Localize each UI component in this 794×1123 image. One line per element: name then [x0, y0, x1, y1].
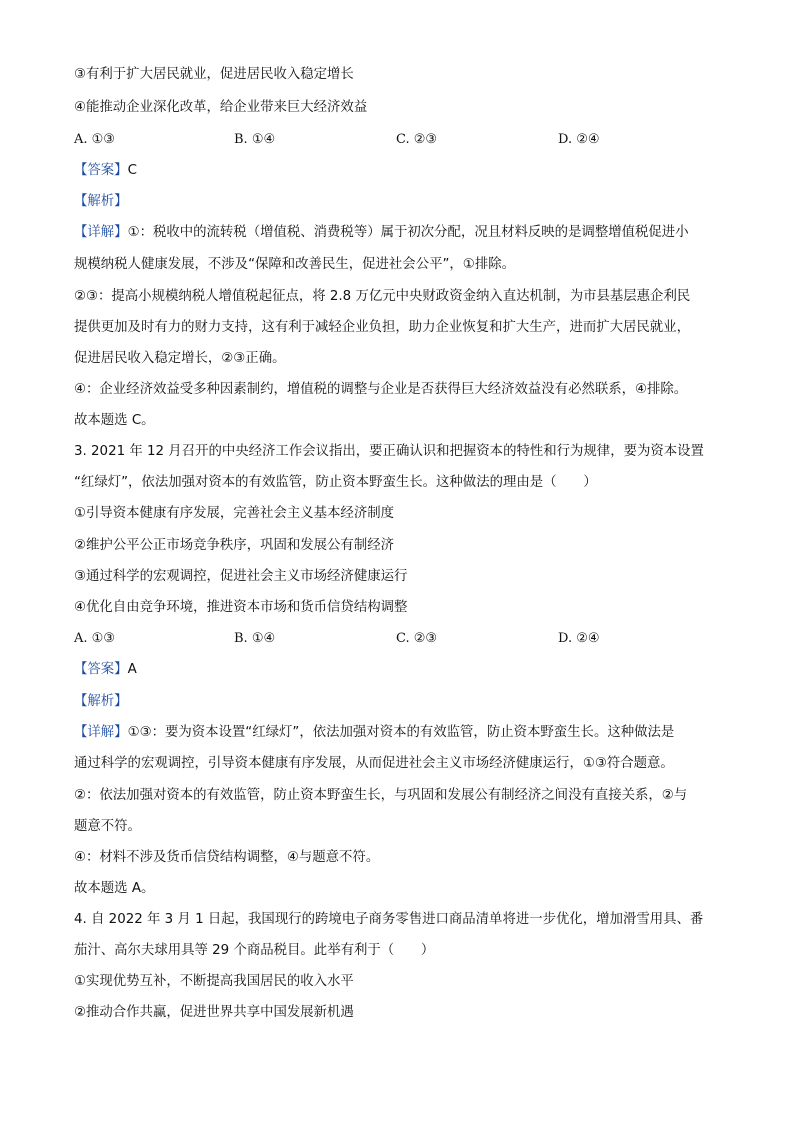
q2-detail-line-5: 促进居民收入稳定增长，②③正确。	[74, 351, 286, 366]
q2-detail-line-7: 故本题选 C。	[74, 413, 155, 428]
q2-answer-value: C	[127, 163, 137, 178]
q3-stem-line-2: “红绿灯”，依法加强对资本的有效监管，防止资本野蛮生长。这种做法的理由是（ ）	[74, 475, 597, 490]
q3-choice-d: D. ②④	[558, 631, 600, 646]
q3-detail-label: 【详解】	[74, 725, 128, 740]
q4-stem-line-1: 4. 自 2022 年 3 月 1 日起，我国现行的跨境电子商务零售进口商品清单将进一步优化，增加滑雪用具、番	[74, 912, 704, 927]
q3-detail-line-1: 【详解】①③：要为资本设置“红绿灯”，依法加强对资本的有效监管，防止资本野蛮生长。这种做法是	[74, 725, 675, 740]
q2-choice-b: B. ①④	[234, 132, 276, 147]
q2-detail-line-4: 提供更加及时有力的财力支持，这有利于减轻企业负担，助力企业恢复和扩大生产，进而扩大居民就业，	[74, 320, 690, 335]
q2-option-4: ④能推动企业深化改革，给企业带来巨大经济效益	[74, 100, 368, 115]
q3-detail-line-5: ④：材料不涉及货币信贷结构调整，④与题意不符。	[74, 850, 380, 865]
q3-option-1: ①引导资本健康有序发展，完善社会主义基本经济制度	[74, 506, 394, 521]
q2-choice-c: C. ②③	[396, 132, 438, 147]
q3-choice-a: A. ①③	[74, 631, 115, 646]
q3-detail-line-2: 通过科学的宏观调控，引导资本健康有序发展，从而促进社会主义市场经济健康运行，①③符合题意。	[74, 756, 674, 771]
q3-answer-value: A	[127, 662, 137, 677]
q2-answer-label: 【答案】	[74, 163, 128, 178]
q4-option-2: ②推动合作共赢，促进世界共享中国发展新机遇	[74, 1005, 354, 1020]
q3-option-4: ④优化自由竞争环境，推进资本市场和货币信贷结构调整	[74, 600, 408, 615]
q3-option-3: ③通过科学的宏观调控，促进社会主义市场经济健康运行	[74, 569, 408, 584]
q2-detail-line-2: 规模纳税人健康发展，不涉及“保障和改善民生，促进社会公平”，①排除。	[74, 257, 515, 272]
q2-detail-line-6: ④：企业经济效益受多种因素制约，增值税的调整与企业是否获得巨大经济效益没有必然联系，④排除。	[74, 382, 688, 397]
q4-stem-line-2: 茄汁、高尔夫球用具等 29 个商品税目。此举有利于（ ）	[74, 943, 435, 958]
q2-detail-line-1: 【详解】①：税收中的流转税（增值税、消费税等）属于初次分配，况且材料反映的是调整增值税促进小	[74, 225, 689, 240]
q2-choice-a: A. ①③	[74, 132, 115, 147]
q2-choices	[74, 131, 714, 149]
q2-detail-label: 【详解】	[74, 225, 128, 240]
q3-detail-line-3: ②：依法加强对资本的有效监管，防止资本野蛮生长，与巩固和发展公有制经济之间没有直接关系，②与	[74, 788, 688, 803]
q3-detail-line-4: 题意不符。	[74, 819, 141, 834]
q3-option-2: ②维护公平公正市场竞争秩序，巩固和发展公有制经济	[74, 538, 394, 553]
q2-choice-d: D. ②④	[558, 132, 600, 147]
q2-option-3: ③有利于扩大居民就业，促进居民收入稳定增长	[74, 67, 354, 82]
q4-option-1: ①实现优势互补，不断提高我国居民的收入水平	[74, 974, 354, 989]
q2-analysis-label: 【解析】	[74, 194, 128, 209]
q3-choices	[74, 630, 714, 648]
q2-answer	[74, 162, 137, 180]
q3-choice-b: B. ①④	[234, 631, 276, 646]
q3-stem-line-1: 3. 2021 年 12 月召开的中央经济工作会议指出，要正确认识和把握资本的特性和行为规律，要为资本设置	[74, 444, 704, 459]
q3-answer-label: 【答案】	[74, 662, 128, 677]
q3-detail-line-6: 故本题选 A。	[74, 881, 155, 896]
q3-choice-c: C. ②③	[396, 631, 438, 646]
q3-analysis-label: 【解析】	[74, 694, 128, 709]
q3-answer	[74, 661, 137, 679]
q2-detail-line-3: ②③：提高小规模纳税人增值税起征点，将 2.8 万亿元中央财政资金纳入直达机制，为市县基层惠企利民	[74, 289, 691, 304]
